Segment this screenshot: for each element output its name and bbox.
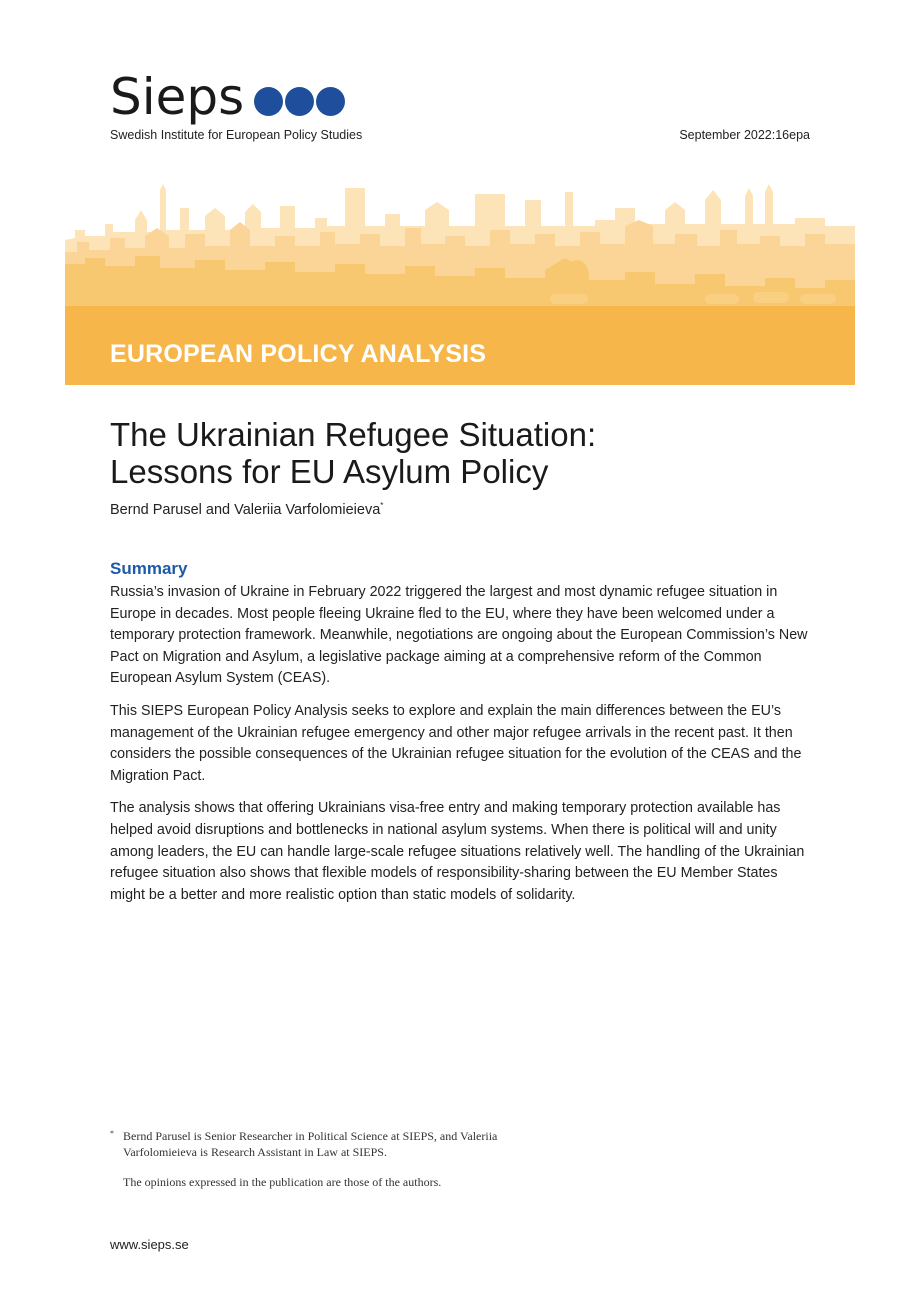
footnote-opinion: The opinions expressed in the publication are those of the authors. <box>123 1175 442 1189</box>
issue-date: September 2022:16epa <box>679 128 810 142</box>
series-banner <box>65 180 855 385</box>
summary-paragraph: The analysis shows that offering Ukrainians visa-free entry and making temporary protection available has helped avoid disruptions and bottlenecks in national asylum systems. When there is political will and unity among leaders, the EU can handle large-scale refugee situations relatively well. The handling of the Ukrainian refugee situation also shows that flexible models of responsibility-sharing between the EU Member States might be a better and more realistic option than static models of solidarity. <box>110 800 805 903</box>
document-title <box>110 416 596 490</box>
footnote <box>110 1128 530 1190</box>
authors-names: Bernd Parusel and Valeriia Varfolomieieva <box>110 501 381 518</box>
logo-dots-icon <box>254 87 347 116</box>
city-skyline-illustration <box>65 180 855 310</box>
logo-dot <box>285 87 314 116</box>
summary-paragraph: This SIEPS European Policy Analysis seeks to explore and explain the main differences between the EU’s management of the Ukrainian refugee emergency and other major refugee arrivals in the recent past. It then considers the possible consequences of the Ukrainian refugee situation for the evolution of the CEAS and the Migration Pact. <box>110 702 802 784</box>
author-footnote-mark: * <box>380 501 384 510</box>
title-line-1: The Ukrainian Refugee Situation: <box>110 416 597 453</box>
institute-name: Swedish Institute for European Policy Studies <box>110 128 363 142</box>
logo-wordmark: Sieps <box>110 68 245 126</box>
footnote-mark: * <box>110 1129 114 1138</box>
footnote-text: Bernd Parusel is Senior Researcher in Political Science at SIEPS, and Valeriia Varfolomieieva is Research Assistant in Law at SIEPS. <box>123 1129 498 1159</box>
series-label: EUROPEAN POLICY ANALYSIS <box>110 340 487 368</box>
summary-paragraph: Russia’s invasion of Ukraine in February 2022 triggered the largest and most dynamic refugee situation in Europe in decades. Most people fleeing Ukraine fled to the EU, where they have been welcomed under a temporary protection framework. Meanwhile, negotiations are ongoing about the European Commission’s New Pact on Migration and Asylum, a legislative package aiming at a comprehensive reform of the Common European Asylum System (CEAS). <box>110 584 808 687</box>
logo-dot <box>254 87 283 116</box>
sieps-logo <box>110 68 347 126</box>
summary-body <box>110 582 810 917</box>
logo-dot <box>316 87 345 116</box>
title-line-2: Lessons for EU Asylum Policy <box>110 453 549 490</box>
summary-heading: Summary <box>110 559 188 578</box>
website-link[interactable]: www.sieps.se <box>110 1237 189 1252</box>
authors <box>110 501 383 518</box>
